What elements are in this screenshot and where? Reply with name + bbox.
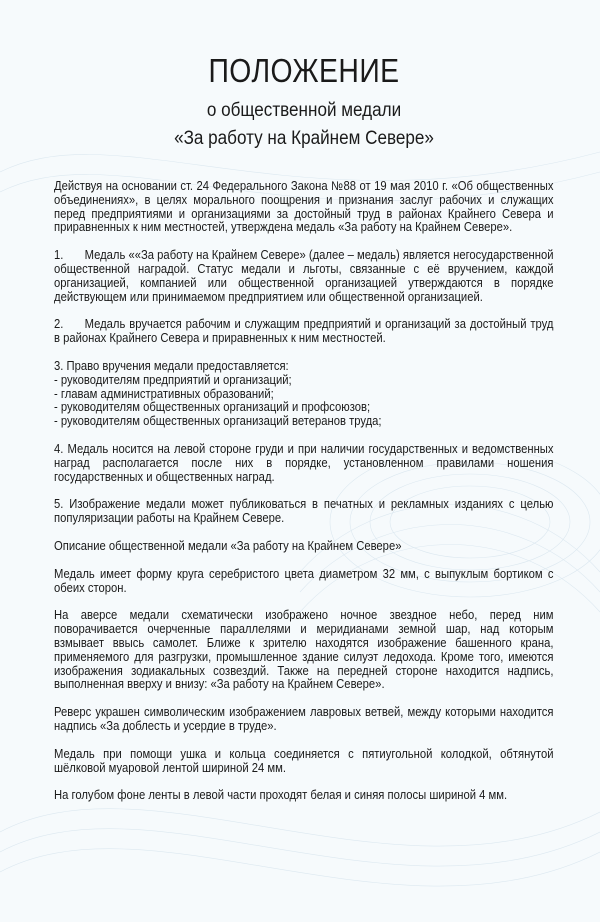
clause-2-number: 2. — [54, 317, 64, 332]
document-subtitle-line1: о общественной медали — [206, 100, 402, 121]
description-ribbon: Медаль при помощи ушка и кольца соединяется с пятиугольной колодкой, обтянутой шёлковой муаровой лентой шириной 24 мм. — [54, 746, 554, 775]
description-heading: Описание общественной медали «За работу на Крайнем Севере» — [54, 538, 402, 553]
award-rights-item: - руководителям предприятий и организаций; — [54, 372, 292, 387]
clause-3-heading: 3. Право вручения медали предоставляется: — [54, 358, 289, 373]
description-stripes: На голубом фоне ленты в левой части проходят белая и синяя полосы шириной 4 мм. — [54, 788, 508, 803]
clause-4: 4. Медаль носится на левой стороне груди и при наличии государственных и ведомственных наград располагается после них в порядке, установленном правилами ношения государственных и общественных наград. — [54, 441, 554, 484]
document-body — [54, 180, 554, 803]
description-reverse: Реверс украшен символическим изображением лавровых ветвей, между которыми находится надпись «За доблесть и усердие в труде». — [54, 705, 554, 733]
clause-1-number: 1. — [54, 248, 64, 263]
clause-3-award-rights — [54, 360, 554, 429]
document-title: ПОЛОЖЕНИЕ — [208, 52, 400, 89]
description-shape: Медаль имеет форму круга серебристого цвета диаметром 32 мм, с выпуклым бортиком с обеих сторон. — [54, 566, 554, 595]
document-page — [0, 52, 600, 803]
clause-2-text: Медаль вручается рабочим и служащим предприятий и организаций за достойный труд в районах Крайнего Севера и приравненных к ним местностей. — [54, 317, 554, 346]
intro-paragraph: Действуя на основании ст. 24 Федерального Закона №88 от 19 мая 2010 г. «Об общественных объединениях», в целях морального поощрения и признания заслуг рабочих и служащих перед предприятиями и организациями за достойный труд в районах Крайнего Севера и приравненных к ним местностей, утверждена медаль «За работу на Крайнем Севере». — [54, 179, 554, 235]
clause-2 — [54, 318, 554, 346]
clause-5: 5. Изображение медали может публиковаться в печатных и рекламных изданиях с целью популяризации работы на Крайнем Севере. — [54, 497, 554, 526]
document-subtitle-line2: «За работу на Крайнем Севере» — [174, 128, 434, 149]
award-rights-item: - руководителям общественных организаций ветеранов труда; — [54, 414, 382, 429]
clause-1-text: Медаль ««За работу на Крайнем Севере» (далее – медаль) является негосударственной общественной наградой. Статус медали и льготы, связанные с её вручением, каждой организацией, компанией или общественной организацией утверждаются в порядке действующем или принимаемом предприятием или общественной организацией. — [54, 248, 554, 304]
description-obverse: На аверсе медали схематически изображено ночное звездное небо, перед ним поворачивается очерченные параллелями и меридианами земной шар, над которым взмывает ввысь самолет. Ближе к зрителю находятся изображение башенного крана, применяемого для разгрузки, промышленное здание силуэт ледохода. Кроме того, имеются изображения зодиакальных созвездий. Также на передней стороне находится надпись, выполненная вверху и внизу: «За работу на Крайнем Севере». — [54, 608, 554, 692]
award-rights-item: - главам административных образований; — [54, 386, 274, 401]
award-rights-item: - руководителям общественных организаций и профсоюзов; — [54, 400, 371, 415]
clause-1 — [54, 249, 554, 304]
